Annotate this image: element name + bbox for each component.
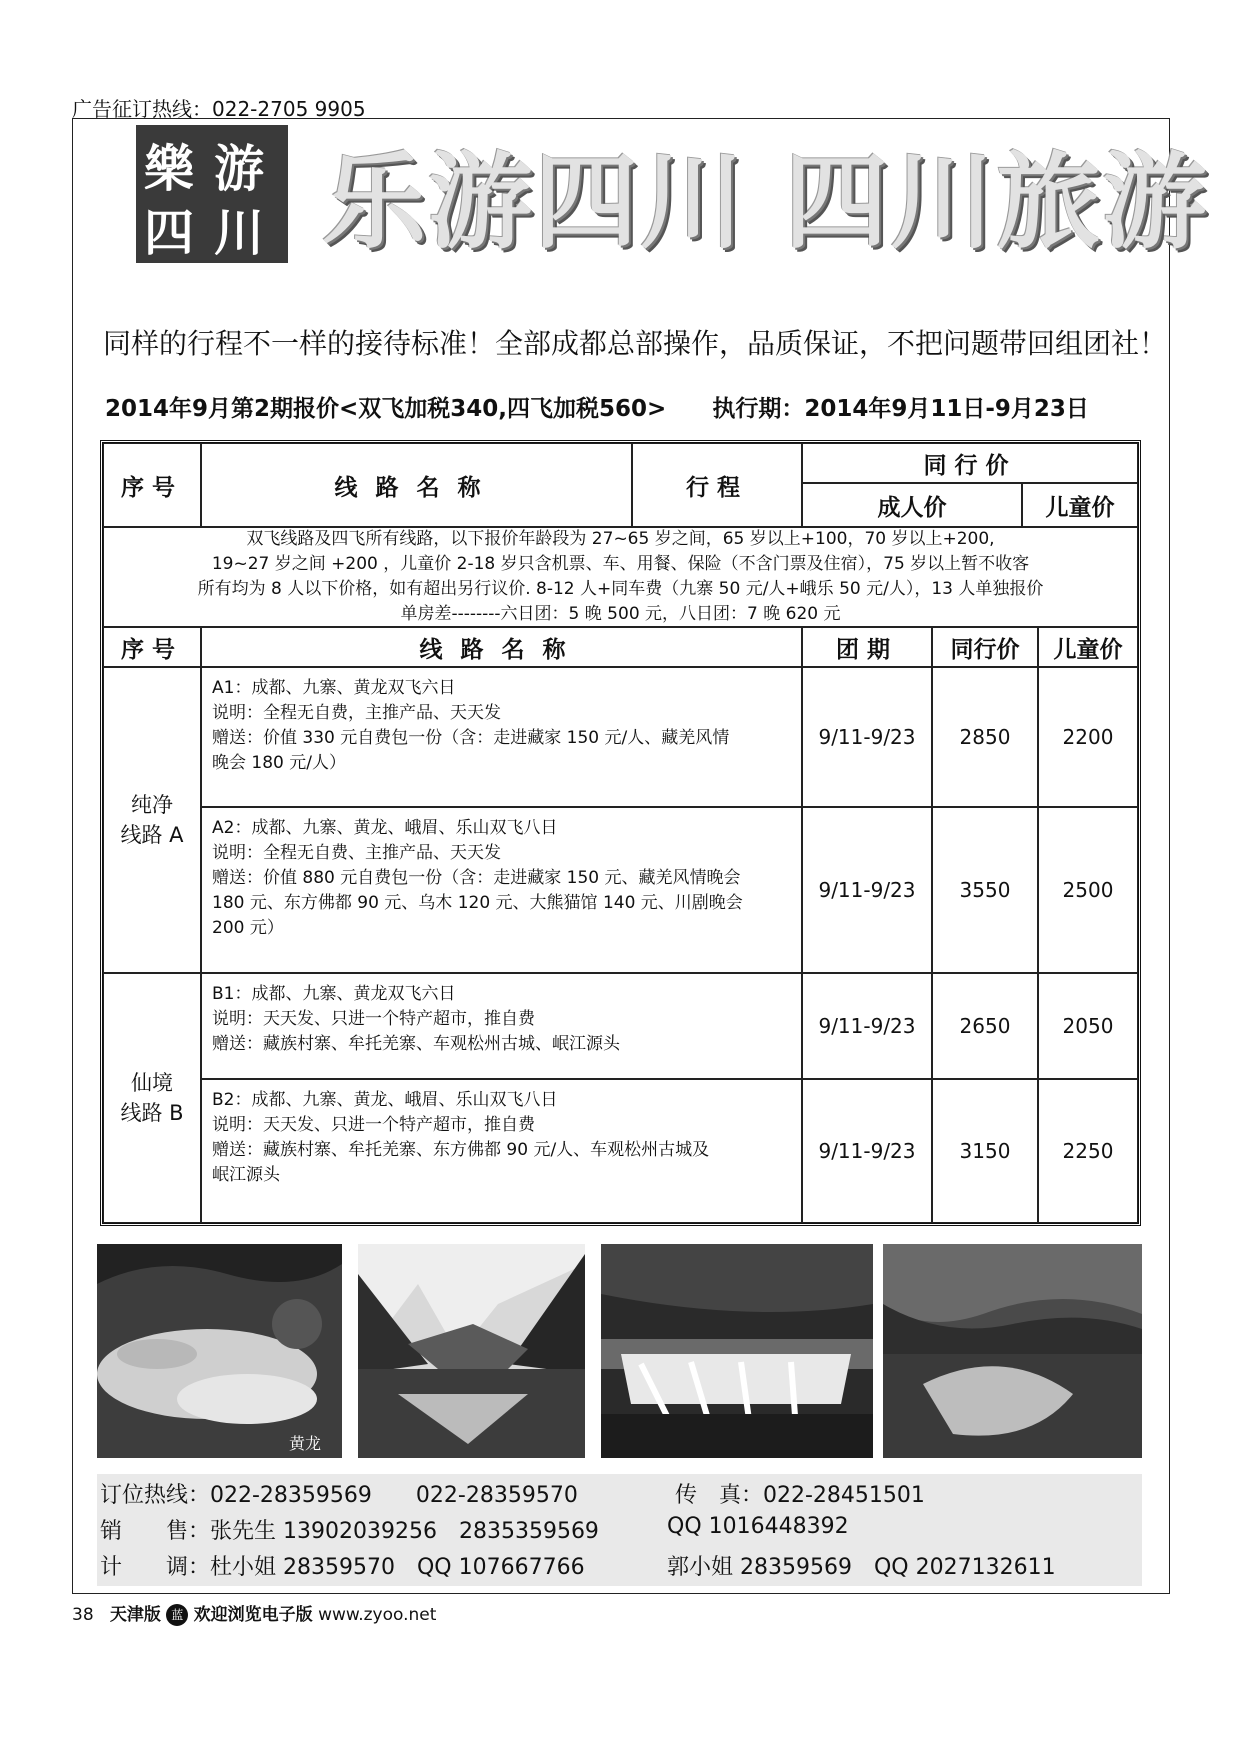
photo-lake-valley xyxy=(358,1244,585,1458)
ad-hotline: 广告征订热线：022-2705 9905 xyxy=(72,97,366,121)
header-itinerary: 行程 xyxy=(632,443,802,527)
logo xyxy=(136,125,288,263)
route-line: 赠送：藏族村寨、牟托羌寨、车观松州古城、岷江源头 xyxy=(212,1034,620,1054)
photo-waterfall xyxy=(601,1244,873,1458)
child-price-b1: 2050 xyxy=(1038,973,1138,1079)
sales-qq: QQ 1016448392 xyxy=(667,1514,849,1539)
route-line: B2：成都、九寨、黄龙、峨眉、乐山双飞八日 xyxy=(212,1090,558,1110)
peer-price-b1: 2650 xyxy=(932,973,1038,1079)
subheader-child: 儿童价 xyxy=(1038,627,1138,667)
planner-contact: 计 调：杜小姐 28359570 QQ 107667766 xyxy=(100,1555,585,1580)
footer-text: 欢迎浏览电子版 xyxy=(193,1605,313,1625)
sales-contact: 销 售：张先生 13902039256 2835359569 xyxy=(100,1519,599,1544)
route-b2 xyxy=(201,1079,802,1223)
peer-price-b2: 3150 xyxy=(932,1079,1038,1223)
route-b1 xyxy=(201,973,802,1079)
route-a1 xyxy=(201,667,802,807)
booking-hotline: 订位热线：022-28359569 022-28359570 xyxy=(100,1483,578,1508)
route-line: 岷江源头 xyxy=(212,1165,280,1185)
planner-contact-2: 郭小姐 28359569 QQ 2027132611 xyxy=(667,1555,1056,1580)
header-seq: 序号 xyxy=(103,443,201,527)
photo-caption: 黄龙 xyxy=(289,1434,322,1453)
page-footer xyxy=(72,1600,436,1626)
group-a-label xyxy=(103,667,201,973)
slogan: 同样的行程不一样的接待标准！全部成都总部操作，品质保证，不把问题带回组团社！ xyxy=(103,327,1168,360)
group-label-line: 纯净 xyxy=(131,793,173,817)
website-link[interactable]: www.zyoo.net xyxy=(318,1605,437,1625)
note-line: 19~27 岁之间 +200 ，儿童价 2-18 岁只含机票、车、用餐、保险（不含门票及住宿），75 岁以上暂不收客 xyxy=(211,554,1030,574)
note-line: 单房差--------六日团：5 晚 500 元，八日团：7 晚 620 元 xyxy=(400,604,841,624)
route-a2 xyxy=(201,807,802,973)
route-line: 说明：天天发、只进一个特产超市，推自费 xyxy=(212,1115,535,1135)
period-a1: 9/11-9/23 xyxy=(802,667,932,807)
peer-price-a1: 2850 xyxy=(932,667,1038,807)
child-price-a2: 2500 xyxy=(1038,807,1138,973)
subheader-route: 线路名称 xyxy=(201,627,802,667)
photo-reflection-lake xyxy=(883,1244,1142,1458)
route-line: 说明：天天发、只进一个特产超市，推自费 xyxy=(212,1009,535,1029)
photo-huanglong xyxy=(97,1244,342,1458)
subheader-period: 团期 xyxy=(802,627,932,667)
route-line: 赠送：藏族村寨、牟托羌寨、东方佛都 90 元/人、车观松州古城及 xyxy=(212,1140,710,1160)
logo-char: 四 xyxy=(144,203,194,262)
route-line: 200 元） xyxy=(212,918,284,938)
header-adult: 成人价 xyxy=(802,483,1022,527)
note-line: 双飞线路及四飞所有线路，以下报价年龄段为 27~65 岁之间，65 岁以上+100，70 岁以上+200, xyxy=(246,529,995,549)
route-line: A1：成都、九寨、黄龙双飞六日 xyxy=(212,678,456,698)
price-period: 2014年9月第2期报价<双飞加税340,四飞加税560> 执行期：2014年9月11日-9月23日 xyxy=(105,396,1089,422)
contact-box xyxy=(97,1474,1142,1586)
route-line: 晚会 180 元/人） xyxy=(212,753,346,773)
edition: 天津版 xyxy=(109,1605,161,1625)
price-table xyxy=(100,440,1141,1226)
route-line: A2：成都、九寨、黄龙、峨眉、乐山双飞八日 xyxy=(212,818,558,838)
route-line: 说明：全程无自费、主推产品、天天发 xyxy=(212,843,501,863)
group-label-line: 线路 A xyxy=(120,823,184,847)
group-label-line: 线路 B xyxy=(120,1101,184,1125)
group-label-line: 仙境 xyxy=(131,1071,173,1095)
group-b-label xyxy=(103,973,201,1223)
logo-char: 川 xyxy=(214,203,264,262)
subheader-seq: 序号 xyxy=(103,627,201,667)
logo-char: 樂 xyxy=(144,139,194,198)
child-price-b2: 2250 xyxy=(1038,1079,1138,1223)
header-child: 儿童价 xyxy=(1022,483,1138,527)
route-line: 赠送：价值 880 元自费包一份（含：走进藏家 150 元、藏羌风情晚会 xyxy=(212,868,741,888)
banner-title: 乐游四川 四川旅游 xyxy=(322,141,1209,263)
logo-char: 游 xyxy=(214,139,264,198)
fax: 传 真：022-28451501 xyxy=(675,1483,925,1508)
period-a2: 9/11-9/23 xyxy=(802,807,932,973)
note-line: 所有均为 8 人以下价格，如有超出另行议价. 8-12 人+同车费（九寨 50 元/人+峨乐 50 元/人），13 人单独报价 xyxy=(197,579,1044,599)
route-line: B1：成都、九寨、黄龙双飞六日 xyxy=(212,984,456,1004)
notes xyxy=(103,527,1138,627)
header-route: 线路名称 xyxy=(201,443,632,527)
edition-badge: 蓝 xyxy=(166,1604,188,1626)
peer-price-a2: 3550 xyxy=(932,807,1038,973)
route-line: 赠送：价值 330 元自费包一份（含：走进藏家 150 元/人、藏羌风情 xyxy=(212,728,730,748)
subheader-peer: 同行价 xyxy=(932,627,1038,667)
header-peer-price: 同行价 xyxy=(802,443,1138,483)
page-number: 38 xyxy=(72,1605,94,1625)
period-b2: 9/11-9/23 xyxy=(802,1079,932,1223)
route-line: 说明：全程无自费，主推产品、天天发 xyxy=(212,703,501,723)
child-price-a1: 2200 xyxy=(1038,667,1138,807)
period-b1: 9/11-9/23 xyxy=(802,973,932,1079)
route-line: 180 元、东方佛都 90 元、乌木 120 元、大熊猫馆 140 元、川剧晚会 xyxy=(212,893,743,913)
